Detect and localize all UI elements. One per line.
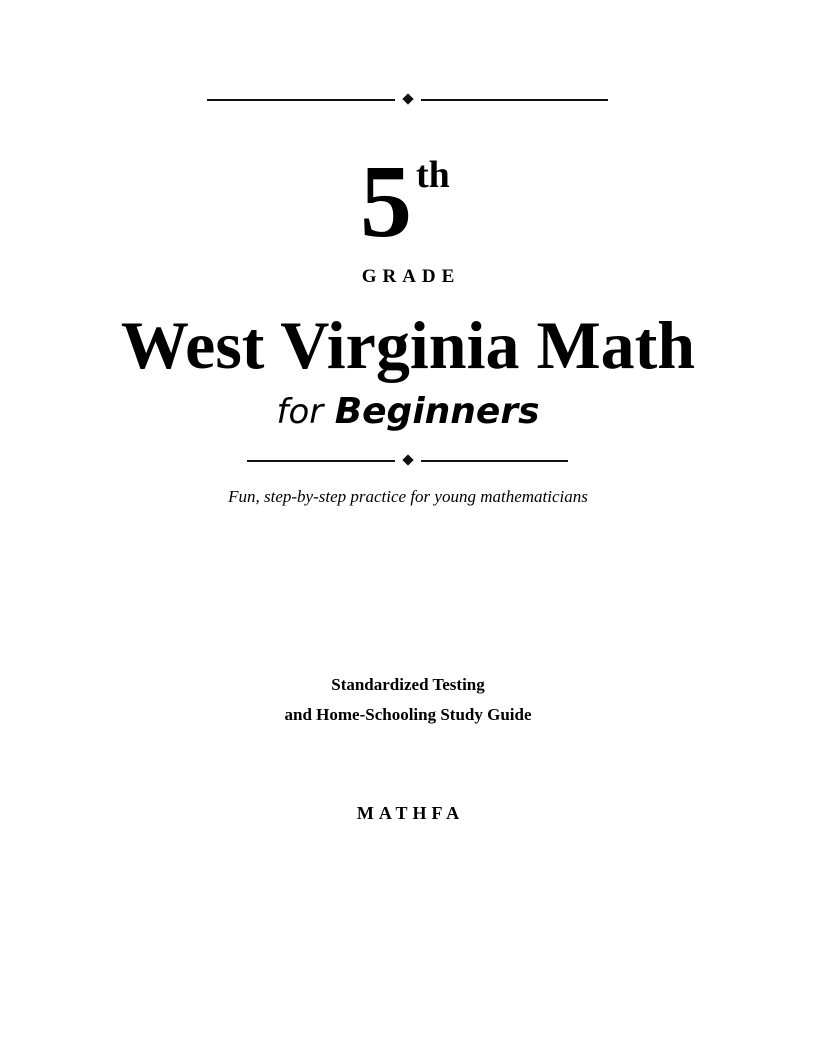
middle-divider-left-line <box>247 460 395 462</box>
grade-number <box>0 144 816 259</box>
publisher-name: MATHFA <box>356 803 465 823</box>
subtitle-main: Beginners <box>334 391 540 432</box>
grade-number-suffix: th <box>416 154 450 196</box>
grade-label: GRADE <box>361 266 461 287</box>
study-guide-line-2: and Home-Schooling Study Guide <box>284 705 532 724</box>
top-divider-left-line <box>207 99 395 101</box>
diamond-icon <box>402 93 413 104</box>
diamond-icon <box>402 454 413 465</box>
book-subtitle <box>0 390 816 433</box>
tagline: Fun, step-by-step practice for young mathematicians <box>228 487 588 506</box>
grade-number-digit: 5 <box>360 144 412 259</box>
middle-ornament-divider <box>0 455 816 467</box>
subtitle-prefix: for <box>276 392 324 432</box>
middle-divider-right-line <box>421 460 568 462</box>
study-guide-description <box>0 670 816 730</box>
book-title: West Virginia Math <box>120 307 696 383</box>
top-divider-right-line <box>421 99 608 101</box>
study-guide-line-1: Standardized Testing <box>331 675 485 694</box>
top-ornament-divider <box>0 94 816 106</box>
